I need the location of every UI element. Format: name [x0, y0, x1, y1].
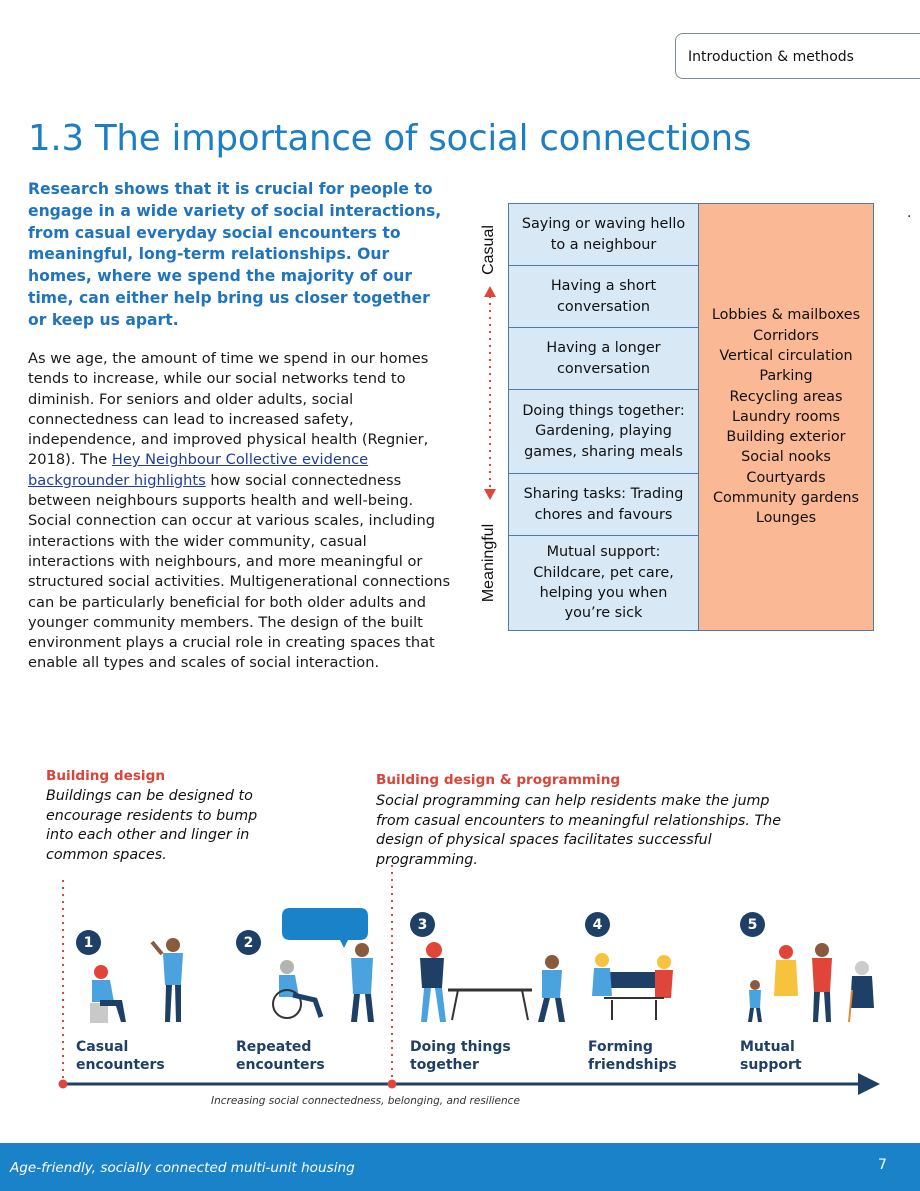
timeline-caption: Increasing social connectedness, belonging, and resilience: [211, 1095, 520, 1107]
common-spaces-cell: [698, 203, 874, 631]
stage-label: Forming friendships: [588, 1039, 677, 1073]
evidence-backgrounder-link[interactable]: Hey Neighbour Collective evidence backgrounder highlights: [28, 451, 369, 489]
stage-label: Repeated encounters: [236, 1039, 325, 1073]
timeline-arrow: [59, 1073, 881, 1095]
building-design-programming-text: Social programming can help residents make the jump from casual encounters to meaningful relationships. The design of physical spaces facilitates successful programming.: [376, 793, 782, 868]
building-design-heading: Building design: [46, 768, 165, 784]
interaction-spectrum-table: [508, 203, 874, 631]
mutual-support-illustration: [748, 943, 874, 1022]
stage-number-badge: 5: [740, 912, 765, 937]
common-space-item: Courtyards: [746, 469, 826, 486]
interaction-cell: Having a short conversation: [508, 265, 699, 328]
stage-label: Mutual support: [740, 1039, 802, 1073]
axis-label-casual: Casual: [480, 225, 497, 275]
common-space-item: Social nooks: [741, 449, 831, 466]
building-design-text: Buildings can be designed to encourage residents to bump into each other and linger in common spaces.: [46, 788, 258, 863]
body-text-1: As we age, the amount of time we spend in our homes tends to increase, while our social networks tend to diminish. For seniors and older adults, social connectedness can lead to increased safety, independence, and improved physical health (Regnier, 2018). The: [28, 350, 429, 469]
building-design-programming-heading: Building design & programming: [376, 772, 621, 788]
body-text-2: how social connectedness between neighbours supports health and well-being. Social connection can occur at various scales, including interactions with the wider community, casual interactions with neighbours, and more meaningful or structured social activities. Multigenerational connections can be particularly beneficial for both older adults and younger community members. The design of the built environment plays a crucial role in creating spaces that enable all types and scales of social interaction.: [28, 471, 451, 672]
interaction-cell: Having a longer conversation: [508, 327, 699, 390]
common-space-item: Building exterior: [726, 429, 846, 446]
common-space-item: Parking: [759, 368, 813, 385]
interaction-cell: Saying or waving hello to a neighbour: [508, 203, 699, 266]
interaction-cell: Mutual support: Childcare, pet care, helping you when you’re sick: [508, 535, 699, 631]
spectrum-arrow: [484, 286, 496, 500]
stage-number-badge: 3: [410, 912, 435, 937]
stage-number-badge: 2: [236, 930, 261, 955]
stage-number-badge: 1: [76, 930, 101, 955]
stage-label: Doing things together: [410, 1039, 511, 1073]
section-tab-label: Introduction & methods: [688, 49, 854, 65]
casual-encounters-illustration: [90, 938, 183, 1023]
repeated-encounters-illustration: [273, 908, 374, 1022]
footer-title: Age-friendly, socially connected multi-unit housing: [10, 1160, 355, 1176]
interaction-cell: Sharing tasks: Trading chores and favours: [508, 473, 699, 536]
common-space-item: Community gardens: [712, 490, 860, 507]
interaction-cell: Doing things together: Gardening, playing games, sharing meals: [508, 389, 699, 474]
stage-number-badge: 4: [585, 912, 610, 937]
doing-things-together-illustration: [420, 942, 565, 1022]
common-space-item: Laundry rooms: [732, 408, 840, 425]
common-space-item: Vertical circulation: [719, 347, 853, 364]
common-space-item: Corridors: [753, 327, 819, 344]
common-space-item: Recycling areas: [729, 388, 843, 405]
common-space-item: Lobbies & mailboxes: [711, 307, 861, 324]
page-number: 7: [878, 1157, 887, 1173]
stage-label: Casual encounters: [76, 1039, 165, 1073]
stray-mark: .: [907, 205, 912, 221]
lead-paragraph: Research shows that it is crucial for people to engage in a wide variety of social interactions, from casual everyday social encounters to meaningful, long-term relationships. Our homes, where we spend the majority of our time, can either help bring us closer together or keep us apart.: [28, 180, 442, 329]
page-title: 1.3 The importance of social connections: [28, 118, 752, 159]
forming-friendships-illustration: [592, 953, 673, 1020]
axis-label-meaningful: Meaningful: [480, 523, 497, 603]
common-space-item: Lounges: [755, 510, 817, 527]
footer-bar: [0, 1143, 920, 1191]
